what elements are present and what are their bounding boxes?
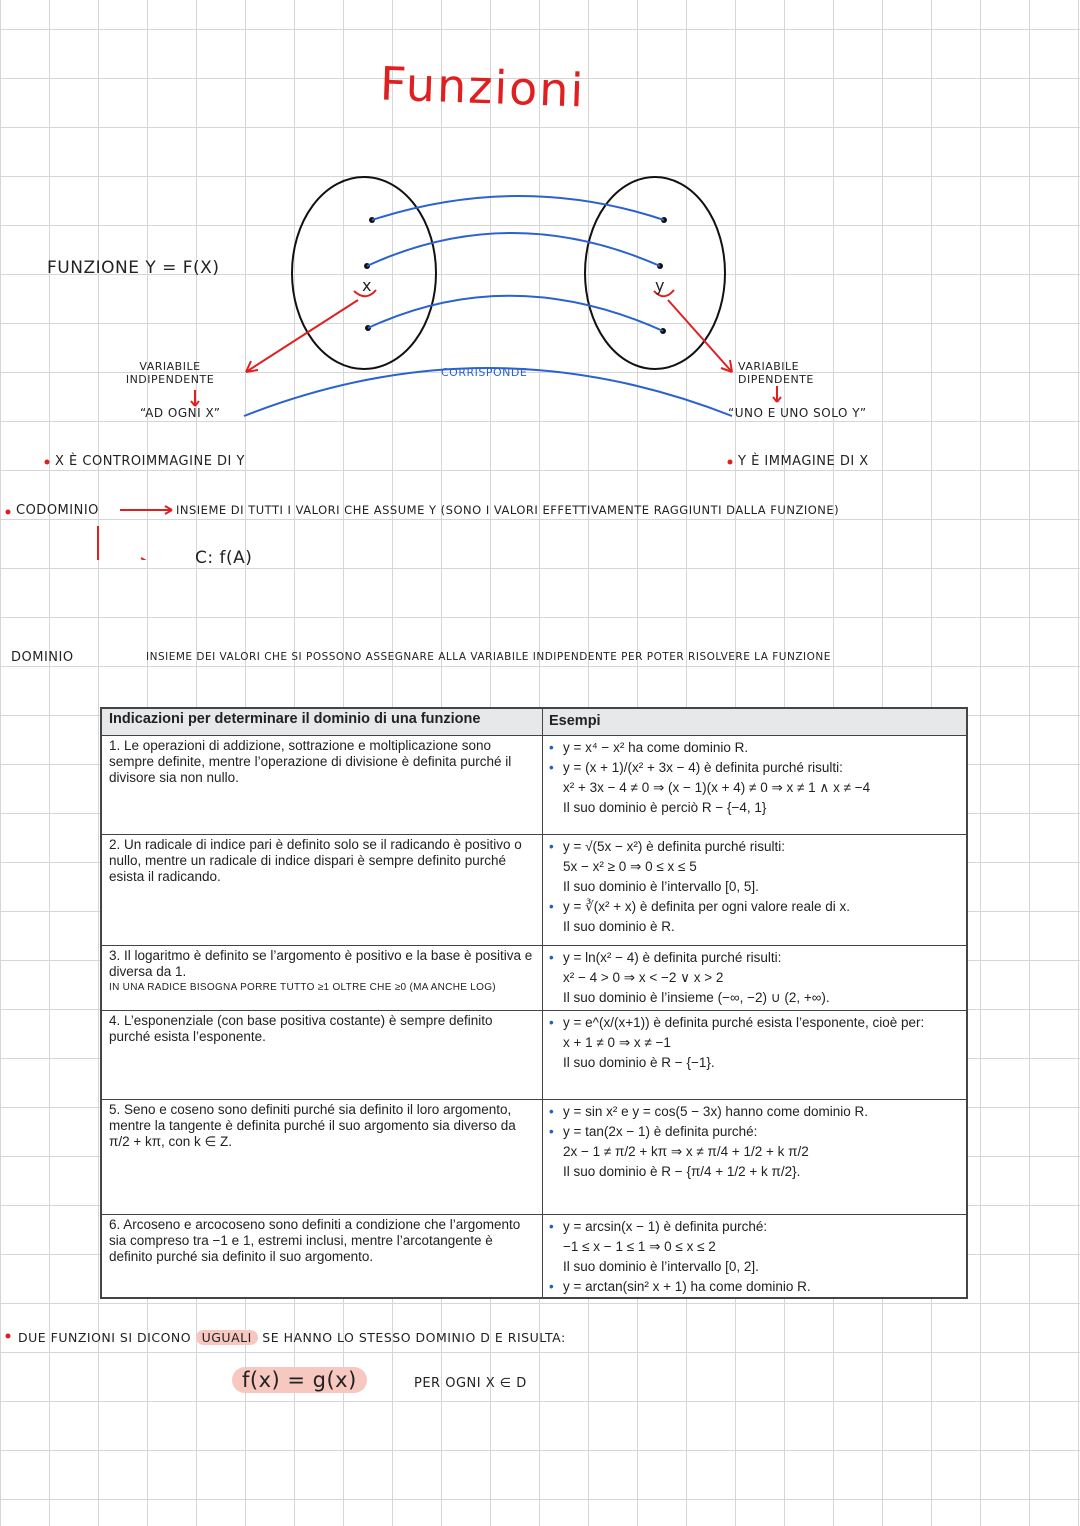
table-row xyxy=(102,834,966,945)
red-arrows xyxy=(191,290,781,406)
table-header xyxy=(102,709,966,735)
example-line: y = x⁴ − x² ha come dominio R. xyxy=(563,740,749,755)
left-var-line2: INDIPENDENTE xyxy=(125,373,215,386)
example-line: y = sin x² e y = cos(5 − 3x) hanno come dominio R. xyxy=(563,1104,869,1119)
table-row xyxy=(102,1099,966,1214)
rule-text: 1. Le operazioni di addizione, sottrazione e moltiplicazione sono sempre definite, mentre l’operazione di divisione è definita purché il divisore sia non nullo. xyxy=(102,736,543,834)
dependent-variable-label xyxy=(738,360,814,386)
example-line: Il suo dominio è perciò R − {−4, 1} xyxy=(563,800,767,815)
independent-variable-label xyxy=(110,360,230,386)
equal-highlight: UGUALI xyxy=(196,1330,258,1345)
red-bullet-equal xyxy=(0,1320,20,1350)
handwritten-note: IN UNA RADICE BISOGNA PORRE TUTTO ≥1 OLTRE CHE ≥0 (MA ANCHE LOG) xyxy=(109,982,496,993)
rule-text xyxy=(102,946,543,1010)
equal-formula: f(x) = g(x) xyxy=(232,1367,367,1393)
example-line: Il suo dominio è R − {−1}. xyxy=(563,1055,715,1070)
left-quote: “AD OGNI X” xyxy=(140,406,221,420)
example-line: y = ln(x² − 4) è definita purché risulti: xyxy=(563,950,782,965)
example-line: y = (x + 1)/(x² + 3x − 4) è definita purché risulti: xyxy=(563,760,843,775)
table-row xyxy=(102,1214,966,1297)
right-var-line2: DIPENDENTE xyxy=(738,373,814,386)
rule-examples: • y = sin x² e y = cos(5 − 3x) hanno come dominio R. • y = tan(2x − 1) è definita purché: 2x − 1 ≠ π/2 + kπ ⇒ x ≠ π/4 + 1/2 + k π/2 Il suo dominio è R − {π/4 + 1/2 + k π/2}. xyxy=(543,1100,966,1214)
equal-text-b: SE HANNO LO STESSO DOMINIO D E RISULTA: xyxy=(262,1330,566,1345)
domain-rules-table xyxy=(100,707,968,1299)
example-line: 2x − 1 ≠ π/2 + kπ ⇒ x ≠ π/4 + 1/2 + k π/2 xyxy=(563,1144,809,1159)
set-points xyxy=(364,217,667,334)
codominio-formula: C: f(A) xyxy=(195,548,253,568)
mapping-arrows xyxy=(244,196,732,416)
example-line: x + 1 ≠ 0 ⇒ x ≠ −1 xyxy=(563,1035,671,1050)
rule-examples: • y = e^(x/(x+1)) è definita purché esista l’esponente, cioè per: x + 1 ≠ 0 ⇒ x ≠ −1 Il suo dominio è R − {−1}. xyxy=(543,1011,966,1099)
equal-condition: PER OGNI X ∈ D xyxy=(414,1376,527,1391)
domain-set xyxy=(292,177,436,369)
right-quote: “UNO E UNO SOLO Y” xyxy=(728,406,867,420)
x-label: x xyxy=(362,276,372,295)
example-line: y = √(5x − x²) è definita purché risulti: xyxy=(563,839,785,854)
rule-examples: • y = x⁴ − x² ha come dominio R. • y = (x + 1)/(x² + 3x − 4) è definita purché risulti: x² + 3x − 4 ≠ 0 ⇒ (x − 1)(x + 4) ≠ 0 ⇒ x ≠ 1 ∧ x ≠ −4 Il suo dominio è perciò R − {−4, 1} xyxy=(543,736,966,834)
header-left: Indicazioni per determinare il dominio di una funzione xyxy=(102,709,543,735)
example-line: y = arcsin(x − 1) è definita purché: xyxy=(563,1219,768,1234)
example-line: Il suo dominio è R. xyxy=(563,919,675,934)
example-line: −1 ≤ x − 1 ≤ 1 ⇒ 0 ≤ x ≤ 2 xyxy=(563,1239,716,1254)
example-line: x² − 4 > 0 ⇒ x < −2 ∨ x > 2 xyxy=(563,970,724,985)
table-row xyxy=(102,735,966,834)
equal-functions-line xyxy=(18,1330,566,1345)
red-list-arrows xyxy=(88,506,172,560)
codominio-definition: INSIEME DI TUTTI I VALORI CHE ASSUME Y (SONO I VALORI EFFETTIVAMENTE RAGGIUNTI DALLA FUNZIONE) xyxy=(176,503,840,517)
example-line: Il suo dominio è l’intervallo [0, 2]. xyxy=(563,1259,759,1274)
dominio-definition: INSIEME DEI VALORI CHE SI POSSONO ASSEGNARE ALLA VARIABILE INDIPENDENTE PER POTER RISOLVERE LA FUNZIONE xyxy=(146,651,831,663)
function-label: FUNZIONE Y = F(X) xyxy=(47,258,220,278)
equal-text-a: DUE FUNZIONI SI DICONO xyxy=(18,1330,192,1345)
note-controimmagine: X È CONTROIMMAGINE DI Y xyxy=(55,454,245,469)
dominio-term: DOMINIO xyxy=(11,650,74,665)
example-line: y = tan(2x − 1) è definita purché: xyxy=(563,1124,758,1139)
table-row xyxy=(102,945,966,1010)
corresponds-label: CORRISPONDE xyxy=(441,366,528,379)
example-line: Il suo dominio è R − {π/4 + 1/2 + k π/2}. xyxy=(563,1164,801,1179)
rule-text: 6. Arcoseno e arcocoseno sono definiti a condizione che l’argomento sia compreso tra −1 e 1, estremi inclusi, mentre l’arcotangente è definito purché sia definito il suo argomento. xyxy=(102,1215,543,1297)
right-var-line1: VARIABILE xyxy=(738,360,800,373)
example-line: y = ∛(x² + x) è definita per ogni valore reale di x. xyxy=(563,899,850,914)
rule-text-main: 3. Il logaritmo è definito se l’argomento è positivo e la base è positiva e diversa da 1. xyxy=(109,948,533,979)
page-title: Funzioni xyxy=(379,56,587,118)
example-line: Il suo dominio è l’intervallo [0, 5]. xyxy=(563,879,759,894)
left-var-line1: VARIABILE xyxy=(139,360,201,373)
note-immagine: Y È IMMAGINE DI X xyxy=(738,454,869,469)
rule-examples: • y = ln(x² − 4) è definita purché risulti: x² − 4 > 0 ⇒ x < −2 ∨ x > 2 Il suo dominio è l’insieme (−∞, −2) ∪ (2, +∞). xyxy=(543,946,966,1010)
example-line: 5x − x² ≥ 0 ⇒ 0 ≤ x ≤ 5 xyxy=(563,859,697,874)
rule-examples: • y = arcsin(x − 1) è definita purché: −1 ≤ x − 1 ≤ 1 ⇒ 0 ≤ x ≤ 2 Il suo dominio è l’intervallo [0, 2]. • y = arctan(sin² x + 1) ha come dominio R. xyxy=(543,1215,966,1297)
example-line: y = e^(x/(x+1)) è definita purché esista l’esponente, cioè per: xyxy=(563,1015,925,1030)
example-line: x² + 3x − 4 ≠ 0 ⇒ (x − 1)(x + 4) ≠ 0 ⇒ x ≠ 1 ∧ x ≠ −4 xyxy=(563,780,871,795)
header-right: Esempi xyxy=(549,713,601,729)
rule-text: 2. Un radicale di indice pari è definito solo se il radicando è positivo o nullo, mentre un radicale di indice dispari è sempre definito purché esista il radicando. xyxy=(102,835,543,945)
example-line: y = arctan(sin² x + 1) ha come dominio R. xyxy=(563,1279,811,1294)
example-line: Il suo dominio è l’insieme (−∞, −2) ∪ (2, +∞). xyxy=(563,990,830,1005)
function-diagram xyxy=(0,0,1080,560)
table-row xyxy=(102,1010,966,1099)
rule-text: 4. L’esponenziale (con base positiva costante) è sempre definito purché esista l’esponente. xyxy=(102,1011,543,1099)
rule-text: 5. Seno e coseno sono definiti purché sia definito il loro argomento, mentre la tangente è definita purché il suo argomento sia diverso da π/2 + kπ, con k ∈ Z. xyxy=(102,1100,543,1214)
y-label: y xyxy=(655,276,665,295)
rule-examples: • y = √(5x − x²) è definita purché risulti: 5x − x² ≥ 0 ⇒ 0 ≤ x ≤ 5 Il suo dominio è l’intervallo [0, 5]. • y = ∛(x² + x) è definita per ogni valore reale di x. Il suo dominio è R. xyxy=(543,835,966,945)
codominio-term: CODOMINIO xyxy=(16,503,99,518)
